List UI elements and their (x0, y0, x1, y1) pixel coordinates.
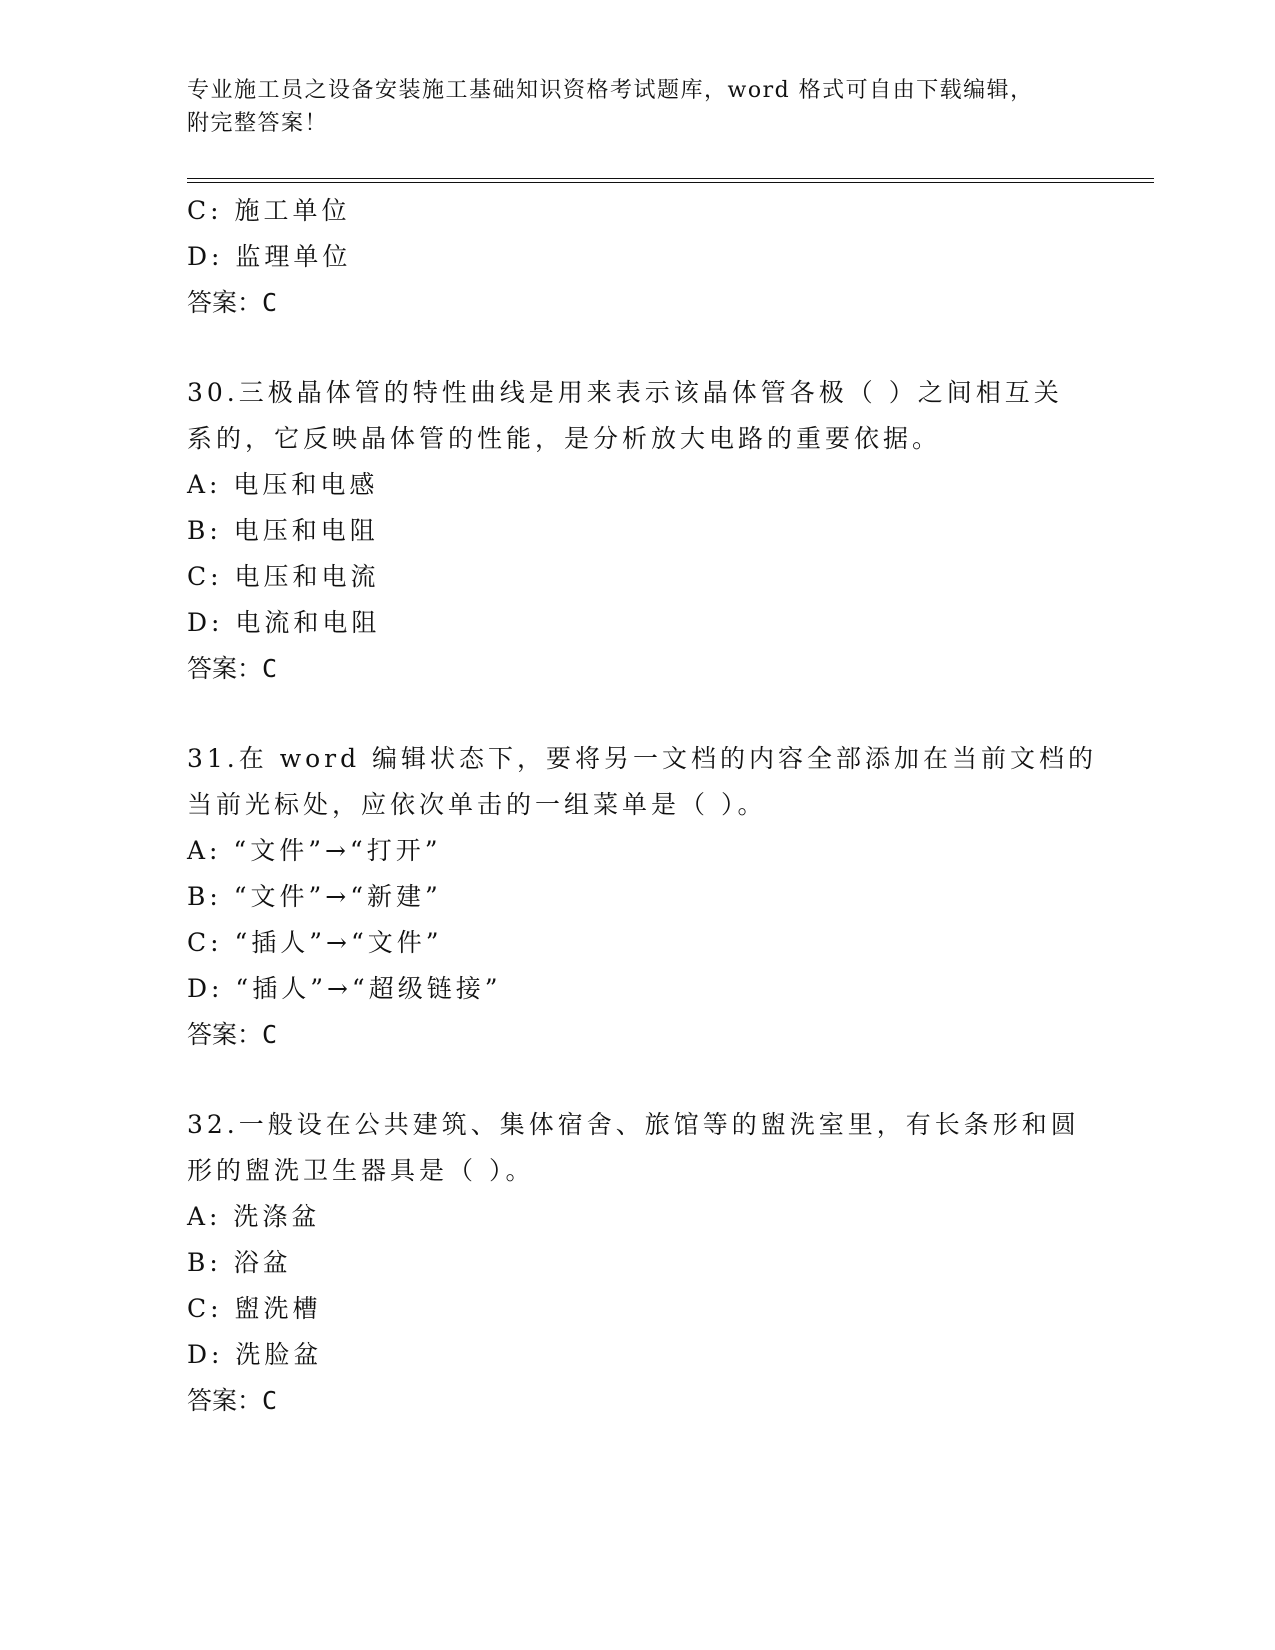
option-b: B: 电压和电阻 (187, 516, 379, 545)
option-c: C: 电压和电流 (187, 562, 380, 591)
question-text-line-2: 形的盥洗卫生器具是（ ）。 (187, 1156, 535, 1185)
option-d: D: 电流和电阻 (187, 608, 381, 637)
document-body (187, 188, 1098, 1424)
option-c: C: 施工单位 (187, 196, 351, 225)
option-b: B: “文件”→“新建” (187, 882, 442, 911)
question-text-line-2: 系的，它反映晶体管的性能，是分析放大电路的重要依据。 (187, 424, 942, 453)
option-d: D: 监理单位 (187, 242, 352, 271)
header-rule-top (187, 178, 1154, 179)
option-d: D: “插人”→“超级链接” (187, 974, 502, 1003)
option-c: C: 盥洗槽 (187, 1294, 322, 1323)
document-header (187, 74, 1087, 140)
option-a: A: 电压和电感 (187, 470, 379, 499)
option-a: A: “文件”→“打开” (187, 836, 442, 865)
option-c: C: “插人”→“文件” (187, 928, 443, 957)
question-text-line-1: 30.三极晶体管的特性曲线是用来表示该晶体管各极（ ）之间相互关 (187, 378, 1063, 407)
option-d: D: 洗脸盆 (187, 1340, 323, 1369)
header-rule-bottom (187, 182, 1154, 183)
question-text-line-1: 31.在 word 编辑状态下，要将另一文档的内容全部添加在当前文档的 (187, 744, 1098, 773)
question-29-tail (187, 188, 1087, 326)
spacer (187, 326, 1087, 370)
option-b: B: 浴盆 (187, 1248, 292, 1277)
spacer (187, 692, 1087, 736)
option-a: A: 洗涤盆 (187, 1202, 321, 1231)
question-32 (187, 1102, 1087, 1424)
header-line-1: 专业施工员之设备安装施工基础知识资格考试题库，word 格式可自由下载编辑， (187, 78, 1034, 103)
answer: 答案：C (187, 288, 278, 317)
question-31 (187, 736, 1098, 1058)
question-text-line-1: 32.一般设在公共建筑、集体宿舍、旅馆等的盥洗室里，有长条形和圆 (187, 1110, 1080, 1139)
answer: 答案：C (187, 1020, 278, 1049)
answer: 答案：C (187, 654, 278, 683)
question-text-line-2: 当前光标处，应依次单击的一组菜单是（ ）。 (187, 790, 767, 819)
question-30 (187, 370, 1087, 692)
answer: 答案：C (187, 1386, 278, 1415)
spacer (187, 1058, 1087, 1102)
header-line-2: 附完整答案！ (187, 111, 329, 136)
